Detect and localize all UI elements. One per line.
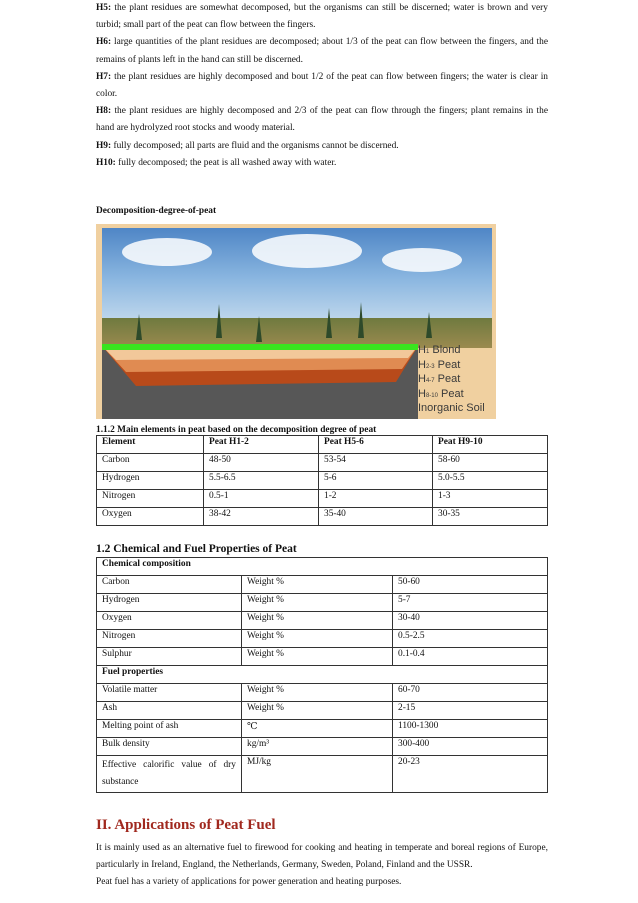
definition-text: the plant residues are highly decomposed and bout 1/2 of the peat can flow between fingers; the water is clear in color. bbox=[96, 71, 548, 100]
table-row bbox=[97, 472, 548, 490]
table-cell: Weight % bbox=[242, 594, 393, 612]
table-cell: Nitrogen bbox=[97, 490, 204, 508]
definition-h10 bbox=[96, 155, 548, 172]
table-cell: 5.0-5.5 bbox=[433, 472, 548, 490]
table-cell: ℃ bbox=[242, 720, 393, 738]
table-cell: 20-23 bbox=[393, 756, 548, 793]
table-cell: 0.5-1 bbox=[204, 490, 319, 508]
properties-table bbox=[96, 557, 548, 793]
legend-item-h8-10: H8-10 Peat bbox=[418, 387, 464, 400]
table-cell: Weight % bbox=[242, 612, 393, 630]
table-cell: Sulphur bbox=[97, 648, 242, 666]
table-cell: 300-400 bbox=[393, 738, 548, 756]
definition-h8 bbox=[96, 103, 548, 137]
decomposition-definitions bbox=[96, 0, 548, 172]
definition-text: the plant residues are highly decomposed and 2/3 of the peat can flow through the fingers; plant remains in the hand are hydrolyzed root stocks and woody material. bbox=[96, 106, 548, 134]
table-cell: Nitrogen bbox=[97, 630, 242, 648]
definition-h7 bbox=[96, 69, 548, 103]
legend-item-h1: H1 Blond bbox=[418, 344, 461, 357]
table-cell: Effective calorific value of dry substance bbox=[97, 756, 242, 793]
table-cell: 53-54 bbox=[319, 454, 433, 472]
table-row bbox=[97, 508, 548, 526]
table-cell: 50-60 bbox=[393, 576, 548, 594]
table-row bbox=[97, 702, 548, 720]
definition-code: H6: bbox=[96, 37, 112, 48]
table-row bbox=[97, 576, 548, 594]
definition-text: the plant residues are somewhat decomposed, but the organisms can still be discerned; water is brown and very turbid; small part of the peat can flow between the fingers. bbox=[96, 3, 548, 31]
table-cell: Hydrogen bbox=[97, 472, 204, 490]
definition-h9 bbox=[96, 138, 548, 155]
table-row bbox=[97, 648, 548, 666]
section-heading: 1.2 Chemical and Fuel Properties of Peat bbox=[96, 543, 297, 556]
section-label: Fuel properties bbox=[97, 666, 548, 684]
document-page bbox=[96, 0, 548, 892]
table-cell: Weight % bbox=[242, 576, 393, 594]
column-header: Element bbox=[97, 436, 204, 454]
definition-text: fully decomposed; the peat is all washed away with water. bbox=[115, 157, 337, 168]
table-row bbox=[97, 612, 548, 630]
table-cell: 35-40 bbox=[319, 508, 433, 526]
table-cell: 5.5-6.5 bbox=[204, 472, 319, 490]
table-cell: Oxygen bbox=[97, 508, 204, 526]
definition-text: large quantities of the plant residues are decomposed; about 1/3 of the peat can flow between the fingers, and the remains of plants left in the hand can still be discerned. bbox=[96, 37, 548, 65]
definition-code: H8: bbox=[96, 106, 112, 117]
definition-code: H10: bbox=[96, 157, 116, 168]
table-cell: MJ/kg bbox=[242, 756, 393, 793]
table-cell: Weight % bbox=[242, 684, 393, 702]
table-cell: 30-35 bbox=[433, 508, 548, 526]
definition-text: fully decomposed; all parts are fluid and the organisms cannot be discerned. bbox=[111, 140, 399, 151]
table-cell: 1100-1300 bbox=[393, 720, 548, 738]
table-cell: Carbon bbox=[97, 454, 204, 472]
table-cell: Oxygen bbox=[97, 612, 242, 630]
table-header-row bbox=[97, 436, 548, 454]
table-cell: 60-70 bbox=[393, 684, 548, 702]
table-cell: Weight % bbox=[242, 630, 393, 648]
figure-legend bbox=[418, 344, 485, 415]
table1-title: 1.1.2 Main elements in peat based on the decomposition degree of peat bbox=[96, 425, 377, 436]
table-row bbox=[97, 594, 548, 612]
table-row bbox=[97, 684, 548, 702]
table-cell: Weight % bbox=[242, 648, 393, 666]
table-cell: 2-15 bbox=[393, 702, 548, 720]
table-cell: Carbon bbox=[97, 576, 242, 594]
table-cell: 1-3 bbox=[433, 490, 548, 508]
column-header: Peat H9-10 bbox=[433, 436, 548, 454]
legend-item-h2-3: H2-3 Peat bbox=[418, 358, 461, 371]
table-row bbox=[97, 490, 548, 508]
table-row bbox=[97, 756, 548, 793]
table-cell: Melting point of ash bbox=[97, 720, 242, 738]
table-cell: 0.1-0.4 bbox=[393, 648, 548, 666]
table-cell: 30-40 bbox=[393, 612, 548, 630]
legend-item-inorganic-soil: Inorganic Soil bbox=[418, 402, 485, 415]
definition-h6 bbox=[96, 34, 548, 68]
elements-table bbox=[96, 435, 548, 526]
table-cell: 58-60 bbox=[433, 454, 548, 472]
table-section-row bbox=[97, 558, 548, 576]
table-row bbox=[97, 454, 548, 472]
definition-code: H5: bbox=[96, 3, 112, 13]
table-cell: 5-7 bbox=[393, 594, 548, 612]
section-label: Chemical composition bbox=[97, 558, 548, 576]
column-header: Peat H5-6 bbox=[319, 436, 433, 454]
legend-item-h4-7: H4-7 Peat bbox=[418, 373, 461, 386]
table-cell: kg/m³ bbox=[242, 738, 393, 756]
table-cell: Bulk density bbox=[97, 738, 242, 756]
table-cell: Ash bbox=[97, 702, 242, 720]
table-cell: 38-42 bbox=[204, 508, 319, 526]
table-row bbox=[97, 630, 548, 648]
table-section-row bbox=[97, 666, 548, 684]
table-cell: 5-6 bbox=[319, 472, 433, 490]
table-row bbox=[97, 720, 548, 738]
applications-paragraph: Peat fuel has a variety of applications for power generation and heating purposes. bbox=[96, 877, 402, 888]
applications-paragraph: It is mainly used as an alternative fuel to firewood for cooking and heating in temperate and boreal regions of Europe, particularly in Ireland, England, the Netherlands, Germany, Sweden, Poland, Finland and the USSR. bbox=[96, 843, 548, 871]
table-cell: Hydrogen bbox=[97, 594, 242, 612]
table-cell: 0.5-2.5 bbox=[393, 630, 548, 648]
table-cell: Volatile matter bbox=[97, 684, 242, 702]
figure-caption: Decomposition-degree-of-peat bbox=[96, 206, 217, 217]
definition-code: H9: bbox=[96, 140, 112, 151]
table-cell: 48-50 bbox=[204, 454, 319, 472]
definition-code: H7: bbox=[96, 71, 112, 82]
definition-h5 bbox=[96, 0, 548, 34]
applications-heading: II. Applications of Peat Fuel bbox=[96, 817, 276, 834]
table-cell: 1-2 bbox=[319, 490, 433, 508]
column-header: Peat H1-2 bbox=[204, 436, 319, 454]
blond-peat-layer bbox=[102, 344, 418, 350]
peat-decomposition-figure bbox=[96, 224, 496, 419]
table-cell: Weight % bbox=[242, 702, 393, 720]
table-row bbox=[97, 738, 548, 756]
